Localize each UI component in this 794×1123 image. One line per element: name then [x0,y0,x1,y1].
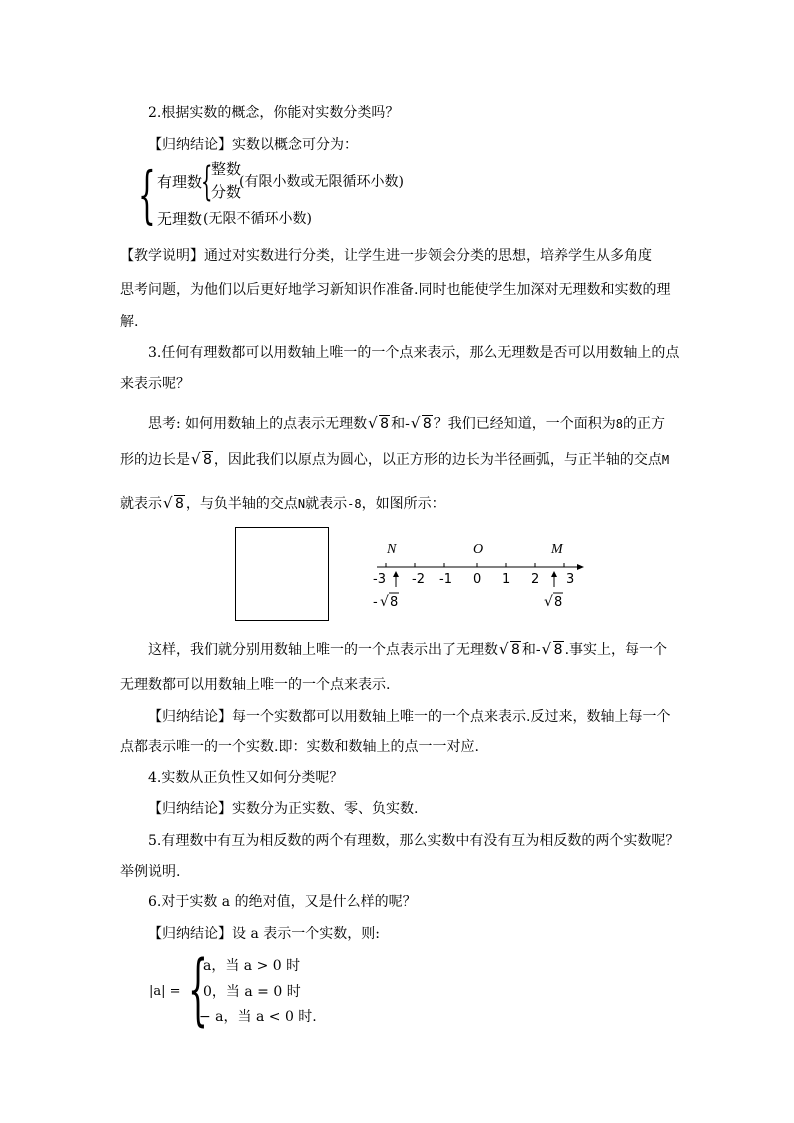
para-line2: 无理数都可以用数轴上唯一的一个点来表示. [120,677,391,693]
question-3-line2: 来表示呢？ [120,376,190,392]
question-6: 6.对于实数 a 的绝对值，又是什么样的呢？ [148,894,417,910]
sqrt8-3: √ 8 [191,450,213,470]
sqrt8-5: √ 8 [499,640,521,660]
neg-sign: - [373,595,378,610]
sqrt8-1: √ 8 [368,414,390,434]
sqrt8-6: √ 8 [542,640,564,660]
conclusion-absolute: 【归纳结论】设 a 表示一个实数，则: [148,926,380,942]
abs-case-2: 0，当 a = 0 时 [203,984,301,1000]
question-5-line1: 5.有理数中有互为相反数的两个有理数，那么实数中有没有互为相反数的两个实数呢？ [148,833,680,849]
inner-brace: { [201,159,213,205]
conclusion-correspondence-line1: 【归纳结论】每一个实数都可以用数轴上唯一的一个点来表示.反过来，数轴上每一个 [148,709,671,725]
think-line1: 思考: 如何用数轴上的点表示无理数√ 8 和-√ 8 ？我们已经知道，一个面积为8的正方 [148,414,665,434]
tick-label-1: 1 [502,572,511,587]
conclusion-correspondence-line2: 点都表示唯一的一个实数.即：实数和数轴上的点一一对应. [120,739,479,755]
question-4: 4.实数从正负性又如何分类呢？ [148,770,344,786]
irrational-note: (无限不循环小数) [203,211,312,227]
abs-case-1: a，当 a > 0 时 [203,958,301,974]
axis-arrowhead [577,564,584,570]
think-line3: 就表示√ 8 ，与负半轴的交点N就表示-8，如图所示： [120,494,446,514]
tick-label-3: 3 [566,572,575,587]
question-3-line1: 3.任何有理数都可以用数轴上唯一的一个点来表示，那么无理数是否可以用数轴上的点 [148,345,680,361]
question-5-line2: 举例说明. [120,864,181,880]
tick-label-2: 2 [531,572,540,587]
outer-brace: { [138,158,156,231]
radical-sign-2: √ [544,594,553,610]
para-line1: 这样，我们就分别用数轴上唯一的一个点表示出了无理数√ 8 和-√ 8 .事实上，每一个 [148,640,667,660]
fraction-note: (有限小数或无限循环小数) [239,174,404,190]
conclusion-classification: 【归纳结论】实数以概念可分为： [148,137,358,153]
conclusion-sign: 【归纳结论】实数分为正实数、零、负实数. [148,801,419,817]
number-line [365,533,595,618]
pos-rad8-value: 8 [554,595,563,610]
neg-rad8-value: 8 [390,595,399,610]
sqrt8-2: √ 8 [411,414,433,434]
tick-label-0: 0 [473,572,482,587]
teaching-note-line3: 解. [120,314,139,330]
fraction-label: 分数 [211,183,242,201]
teaching-note-line1: 【教学说明】通过对实数进行分类，让学生进一步领会分类的思想，培养学生从多角度 [120,248,652,264]
teaching-note-line2: 思考问题，为他们以后更好地学习新知识作准备.同时也能使学生加深对无理数和实数的理 [120,282,671,298]
question-2: 2.根据实数的概念，你能对实数分类吗？ [148,105,400,121]
integer-label: 整数 [211,160,242,178]
label-O: O [473,542,484,557]
abs-lhs: |a| = [149,984,181,999]
rational-label: 有理数 [157,173,203,191]
irrational-label: 无理数 [157,210,203,228]
abs-case-3: − a，当 a < 0 时. [199,1009,317,1025]
label-N: N [387,542,397,557]
arrow-M-head [551,571,557,577]
square-figure [235,527,329,621]
label-M: M [551,542,563,557]
tick-label-n1: -1 [439,572,452,587]
abs-brace: { [188,945,208,1035]
tick-label-n3: -3 [373,572,386,587]
think-line2: 形的边长是√ 8 ，因此我们以原点为圆心，以正方形的边长为半径画弧，与正半轴的交点M [120,450,669,470]
tick-label-n2: -2 [412,572,425,587]
radical-sign-1: √ [380,594,389,610]
arrow-N-head [393,571,399,577]
sqrt8-4: √ 8 [163,494,185,514]
